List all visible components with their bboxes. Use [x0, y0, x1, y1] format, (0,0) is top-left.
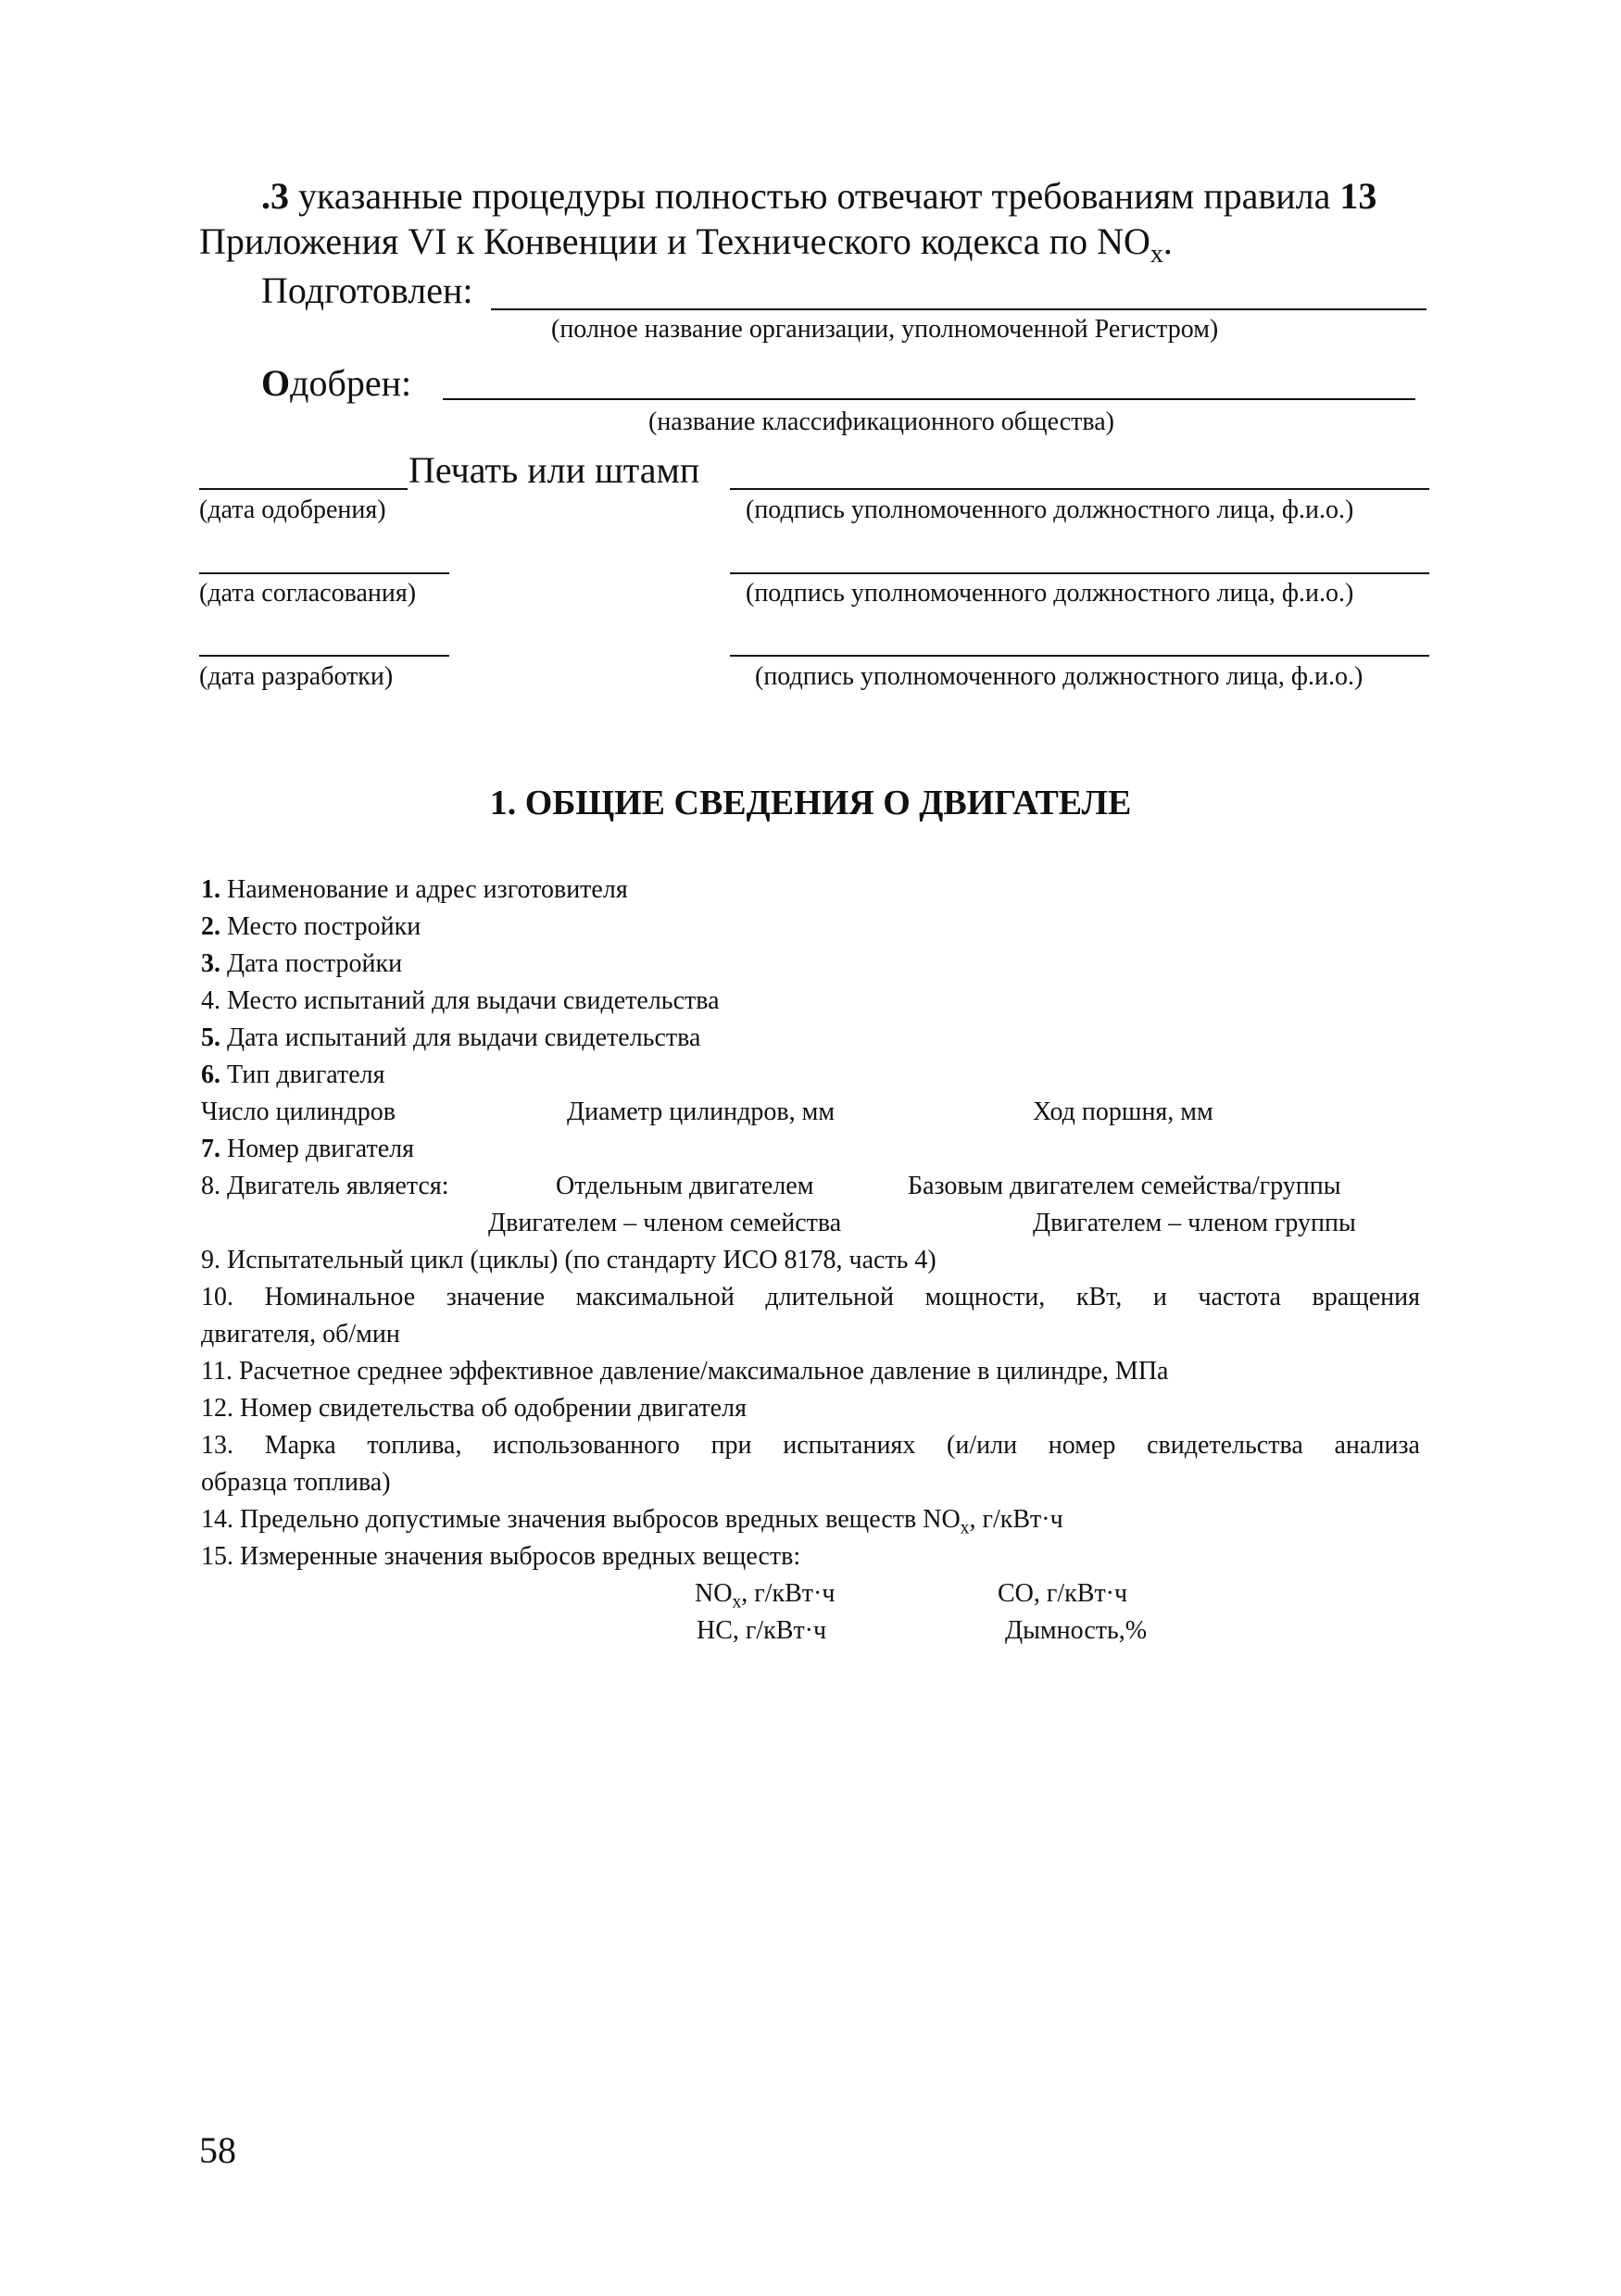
item-6-num: 6. — [201, 1060, 220, 1089]
item-10-line-1: 10. Номинальное значение максимальной длительной мощности, кВт, и частота вращения — [201, 1283, 1420, 1311]
intro-line-1 — [261, 174, 1376, 218]
item-7 — [201, 1135, 414, 1164]
item-9: 9. Испытательный цикл (циклы) (по стандарту ИСО 8178, часть 4) — [201, 1246, 936, 1274]
item-6-text: Тип двигателя — [220, 1060, 385, 1089]
prepared-label: Подготовлен: — [261, 270, 473, 311]
emission-nox — [695, 1579, 835, 1613]
date-approval-line[interactable] — [199, 488, 408, 490]
intro-line-2 — [199, 220, 1173, 270]
approved-label-rest: добрен: — [290, 362, 412, 404]
item-7-num: 7. — [201, 1135, 220, 1163]
item-13-line-2: образца топлива) — [201, 1468, 391, 1497]
item-13-line-1: 13. Марка топлива, использованного при испытаниях (и/или номер свидетельства анализа — [201, 1431, 1420, 1460]
item-7-text: Номер двигателя — [220, 1135, 414, 1163]
approved-input-line[interactable] — [443, 398, 1415, 400]
approved-caption: (название классификационного общества) — [648, 408, 1114, 436]
option-family-member: Двигателем – членом семейства — [488, 1209, 842, 1237]
section-title: 1. ОБЩИЕ СВЕДЕНИЯ О ДВИГАТЕЛЕ — [489, 784, 1132, 822]
date-development-line[interactable] — [199, 655, 449, 657]
intro-line-2-text: Приложения VI к Конвенции и Технического кодекса по NO — [199, 220, 1150, 262]
item-2-text: Место постройки — [220, 912, 421, 941]
emission-co: CO, г/кВт·ч — [998, 1579, 1128, 1608]
item-14 — [201, 1505, 1063, 1539]
item-11: 11. Расчетное среднее эффективное давление/максимальное давление в цилиндре, МПа — [201, 1357, 1169, 1386]
item-14-subscript: x — [960, 1518, 970, 1538]
item-6 — [201, 1060, 385, 1090]
item-1 — [201, 875, 628, 905]
prepared-caption: (полное название организации, уполномоченной Регистром) — [551, 315, 1219, 344]
item-14-text: 14. Предельно допустимые значения выбросов вредных веществ NO — [201, 1505, 961, 1534]
prepared-input-line[interactable] — [491, 308, 1426, 310]
option-parent-engine: Базовым двигателем семейства/группы — [908, 1172, 1341, 1200]
approved-label-initial: О — [261, 362, 291, 404]
item-3-num: 3. — [201, 949, 220, 978]
item-8: 8. Двигатель является: — [201, 1172, 449, 1200]
intro-line-1-text: указанные процедуры полностью отвечают требованиям правила — [289, 175, 1340, 217]
item-number: .3 — [261, 175, 289, 217]
approved-label — [261, 361, 411, 405]
signature-development-caption: (подпись уполномоченного должностного лица, ф.и.о.) — [755, 662, 1363, 691]
item-5-text: Дата испытаний для выдачи свидетельства — [220, 1023, 701, 1052]
date-agreement-line[interactable] — [199, 572, 449, 574]
signature-approval-line[interactable] — [730, 488, 1429, 490]
item-1-text: Наименование и адрес изготовителя — [220, 875, 628, 904]
item-5 — [201, 1023, 700, 1053]
cylinders-count-field: Число цилиндров — [201, 1098, 396, 1126]
piston-stroke-field: Ход поршня, мм — [1033, 1098, 1213, 1126]
item-4-text: Место испытаний для выдачи свидетельства — [220, 986, 720, 1015]
item-5-num: 5. — [201, 1023, 220, 1052]
emission-smoke: Дымность,% — [1005, 1616, 1148, 1645]
intro-line-2-end: . — [1162, 220, 1173, 262]
item-3-text: Дата постройки — [220, 949, 403, 978]
date-approval-caption: (дата одобрения) — [199, 496, 386, 524]
item-10-line-2: двигателя, об/мин — [201, 1320, 400, 1349]
signature-approval-caption: (подпись уполномоченного должностного лица, ф.и.о.) — [746, 496, 1354, 524]
emission-nox-label: NO — [695, 1579, 733, 1608]
item-1-num: 1. — [201, 875, 220, 904]
stamp-label: Печать или штамп — [408, 449, 700, 491]
item-2 — [201, 912, 421, 942]
signature-development-line[interactable] — [730, 655, 1429, 657]
item-12: 12. Номер свидетельства об одобрении двигателя — [201, 1394, 747, 1423]
emission-nox-unit: , г/кВт·ч — [741, 1579, 836, 1608]
page-number: 58 — [199, 2129, 236, 2171]
emission-nox-subscript: x — [732, 1592, 742, 1612]
item-2-num: 2. — [201, 912, 220, 941]
item-15: 15. Измеренные значения выбросов вредных веществ: — [201, 1542, 801, 1571]
signature-agreement-line[interactable] — [730, 572, 1429, 574]
option-single-engine: Отдельным двигателем — [556, 1172, 814, 1200]
emission-hc: HC, г/кВт·ч — [697, 1616, 827, 1645]
nox-subscript: x — [1150, 240, 1163, 269]
option-group-member: Двигателем – членом группы — [1033, 1209, 1356, 1237]
date-agreement-caption: (дата согласования) — [199, 579, 417, 608]
rule-number: 13 — [1339, 175, 1377, 217]
item-14-unit: , г/кВт·ч — [969, 1505, 1063, 1534]
item-3 — [201, 949, 402, 979]
signature-agreement-caption: (подпись уполномоченного должностного лица, ф.и.о.) — [746, 579, 1354, 608]
item-4-num: 4. — [201, 986, 220, 1015]
cylinder-diameter-field: Диаметр цилиндров, мм — [567, 1098, 836, 1126]
date-development-caption: (дата разработки) — [199, 662, 394, 691]
item-4 — [201, 986, 720, 1016]
